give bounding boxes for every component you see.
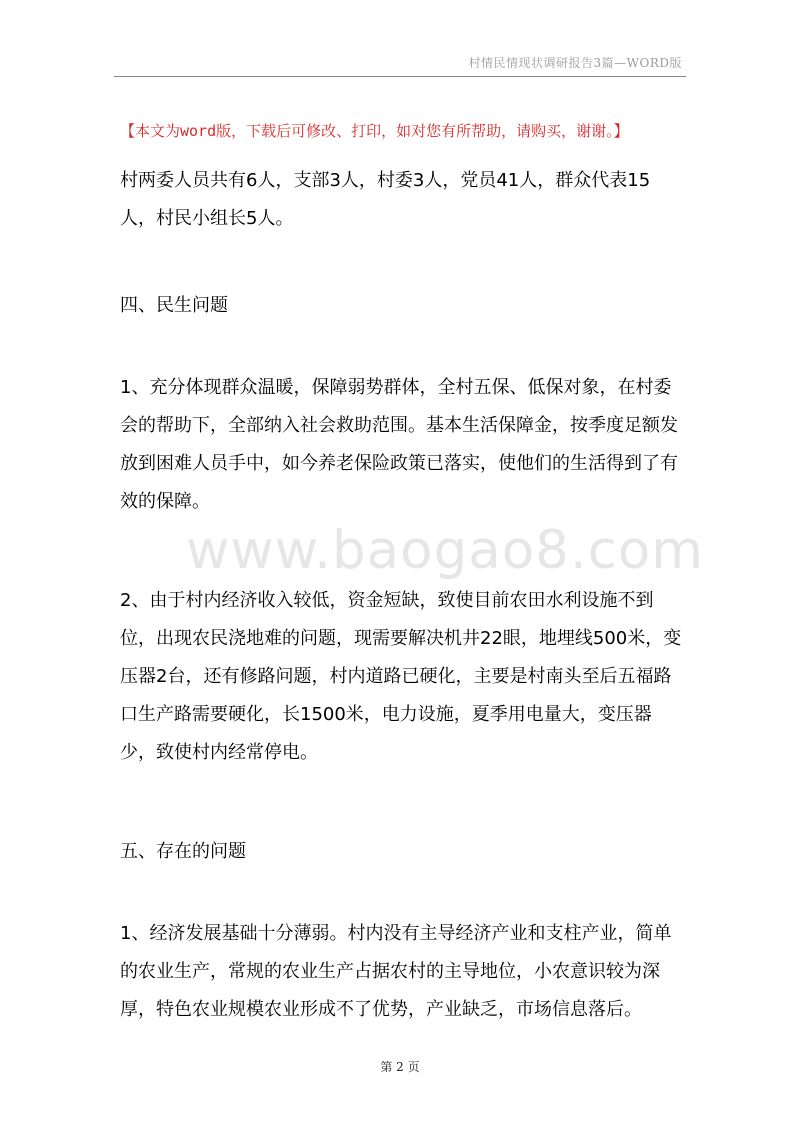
section-heading-problems: 五、存在的问题 [120, 841, 246, 862]
header-title: 村情民情现状调研报告3篇—WORD版 [468, 56, 682, 70]
paragraph-livelihood-2: 2、由于村内经济收入较低，资金短缺，致使目前农田水利设施不到位，出现农民浇地难的问题，现需要解决机井22眼，地埋线500米，变压器2台，还有修路问题，村内道路已硬化，主要是村南头至后五福路口生产路需要硬化，长1500米，电力设施，夏季用电量大，变压器少，致使村内经常停电。 [120, 590, 682, 763]
section-heading-livelihood: 四、民生问题 [120, 295, 228, 316]
watermark: www.baogao8.com [186, 520, 704, 581]
paragraph-committee-members: 村两委人员共有6人，支部3人，村委3人，党员41人，群众代表15人，村民小组长5人。 [120, 170, 651, 229]
paragraph-livelihood-1: 1、充分体现群众温暖，保障弱势群体，全村五保、低保对象，在村委会的帮助下，全部纳入社会救助范围。基本生活保障金，按季度足额发放到困难人员手中，如今养老保险政策已落实，使他们的生活得到了有效的保障。 [120, 377, 678, 512]
header-divider [114, 76, 686, 77]
purchase-notice: 【本文为word版，下载后可修改、打印，如对您有所帮助，请购买，谢谢。】 [120, 122, 629, 140]
page-number: 第 2 页 [380, 1060, 420, 1074]
paragraph-problems-1: 1、经济发展基础十分薄弱。村内没有主导经济产业和支柱产业，简单的农业生产，常规的农业生产占据农村的主导地位，小农意识较为深厚，特色农业规模农业形成不了优势，产业缺乏，市场信息落后。 [120, 923, 672, 1020]
